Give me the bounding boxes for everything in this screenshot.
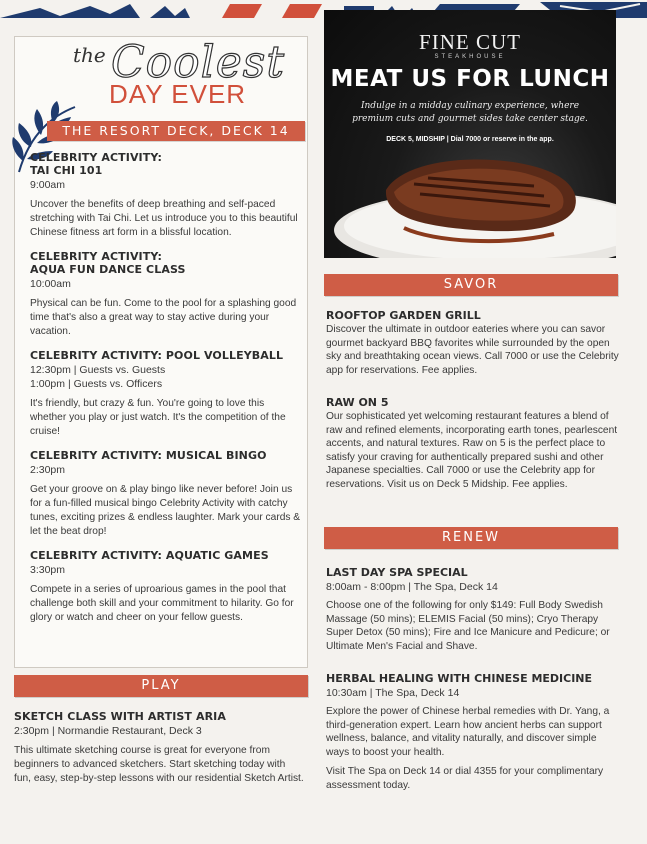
activity-title: CELEBRITY ACTIVITY:	[30, 250, 162, 263]
spa-item	[326, 672, 620, 792]
activity-description: It's friendly, but crazy & fun. You're going to love this whether you play or just watch. It's the competition of the cruise!	[30, 398, 286, 437]
activity-description: Physical can be fun. Come to the pool for a splashing good time that's also a great way to stay active during your vacation.	[30, 298, 297, 337]
renew-banner: RENEW	[324, 527, 618, 549]
play-banner: PLAY	[14, 675, 308, 697]
spa-time: 10:30am | The Spa, Deck 14	[326, 687, 460, 699]
activity-list	[30, 151, 302, 635]
sketch-description: This ultimate sketching course is great for everyone from beginners to advanced sketchers. Start sketching today with fun, easy, step-by-step lessons with our residential Sketch Artist.	[14, 745, 304, 784]
activity-time: 10:00am	[30, 278, 71, 290]
activity-item	[30, 151, 302, 240]
activity-description: Get your groove on & play bingo like never before! Join us for a fun-filled musical bingo Celebrity Activity with catchy tunes, exciting prizes & endless laughter. Mark your cards & let the beat drop!	[30, 484, 301, 537]
spa-item	[326, 566, 620, 653]
resort-deck-panel	[14, 36, 308, 668]
activity-time: 3:30pm	[30, 564, 66, 576]
activity-title: CELEBRITY ACTIVITY: AQUATIC GAMES	[30, 549, 269, 562]
activity-item	[30, 549, 302, 625]
dining-description: Our sophisticated yet welcoming restaurant features a blend of raw and refined elements, incorporating earth tones, pearlescent accents, and natural textures. Raw on 5 is the perfect place to satisfy your craving for authentically prepared sushi and other Japanese specialties. Call 7000 or use the Celebrity app for reservations. Visit us on Deck 5 Midship. Fee applies.	[326, 411, 618, 490]
activity-description: Compete in a series of uproarious games in the pool that challenge both skill and your commitment to hilarity. Go for glory or watch and cheer on your fellow guests.	[30, 584, 294, 623]
spa-description: Choose one of the following for only $149: Full Body Swedish Massage (50 mins); ELEMIS Facial (50 mins); Cryo Therapy Super Detox (50 mins); Fire and Ice Manicure and Pedicure; or Ultimate Men's Facial and Shave.	[326, 600, 610, 652]
ad-headline: MEAT US FOR LUNCH	[330, 66, 610, 92]
dining-description: Discover the ultimate in outdoor eateries where you can savor gourmet backyard BBQ favorites while surrounded by the open sky and breathtaking ocean views. Call 7000 or use the Celebrity app for reservations. Fee applies.	[326, 324, 619, 376]
fine-cut-ad	[324, 10, 616, 258]
activity-title: CELEBRITY ACTIVITY: MUSICAL BINGO	[30, 449, 267, 462]
ad-info: DECK 5, MIDSHIP | Dial 7000 or reserve in the app.	[386, 136, 554, 143]
hero-subtitle: DAY EVER	[109, 79, 247, 109]
savor-banner: SAVOR	[324, 274, 618, 296]
spa-title: HERBAL HEALING WITH CHINESE MEDICINE	[326, 672, 593, 685]
steak-image-icon	[324, 150, 616, 258]
dining-item	[326, 396, 620, 491]
hero-title: Coolest	[111, 37, 286, 88]
activity-time: 2:30pm	[30, 464, 66, 476]
spa-cta: Visit The Spa on Deck 14 or dial 4355 for your complimentary assessment today.	[326, 766, 604, 791]
activity-time: 1:00pm | Guests vs. Officers	[30, 378, 163, 390]
sketch-time: 2:30pm | Normandie Restaurant, Deck 3	[14, 725, 202, 737]
activity-title: AQUA FUN DANCE CLASS	[30, 263, 186, 276]
activity-time: 12:30pm | Guests vs. Guests	[30, 364, 166, 376]
ad-brand: FINE CUT	[419, 30, 521, 54]
spa-time: 8:00am - 8:00pm | The Spa, Deck 14	[326, 581, 498, 593]
activity-item	[30, 449, 302, 539]
activity-time: 9:00am	[30, 179, 66, 191]
sketch-class-item	[14, 710, 304, 786]
activity-title: CELEBRITY ACTIVITY:	[30, 151, 162, 164]
dining-item	[326, 309, 620, 377]
dining-title: RAW ON 5	[326, 396, 389, 409]
activity-item	[30, 349, 302, 439]
ad-subtitle: Indulge in a midday culinary experience, where premium cuts and gourmet sides take center stage.	[352, 101, 588, 124]
spa-title: LAST DAY SPA SPECIAL	[326, 566, 468, 579]
dining-title: ROOFTOP GARDEN GRILL	[326, 309, 481, 322]
hero-the-word: the	[73, 43, 106, 67]
ad-brand-sub: STEAKHOUSE	[434, 54, 506, 60]
sketch-title: SKETCH CLASS WITH ARTIST ARIA	[14, 710, 226, 723]
activity-title: CELEBRITY ACTIVITY: POOL VOLLEYBALL	[30, 349, 284, 362]
activity-item	[30, 250, 302, 339]
activity-title: TAI CHI 101	[30, 164, 103, 177]
activity-description: Uncover the benefits of deep breathing and self-paced stretching with Tai Chi. Let us introduce you to this beautiful Chinese fitness art form in a blissful location.	[30, 199, 298, 238]
spa-description: Explore the power of Chinese herbal remedies with Dr. Yang, a third-generation expert. Learn how ancient herbs can support wellness, balance, and vitality naturally, and discover simple ways to boost your health.	[326, 706, 610, 758]
location-banner: THE RESORT DECK, DECK 14	[47, 121, 305, 141]
